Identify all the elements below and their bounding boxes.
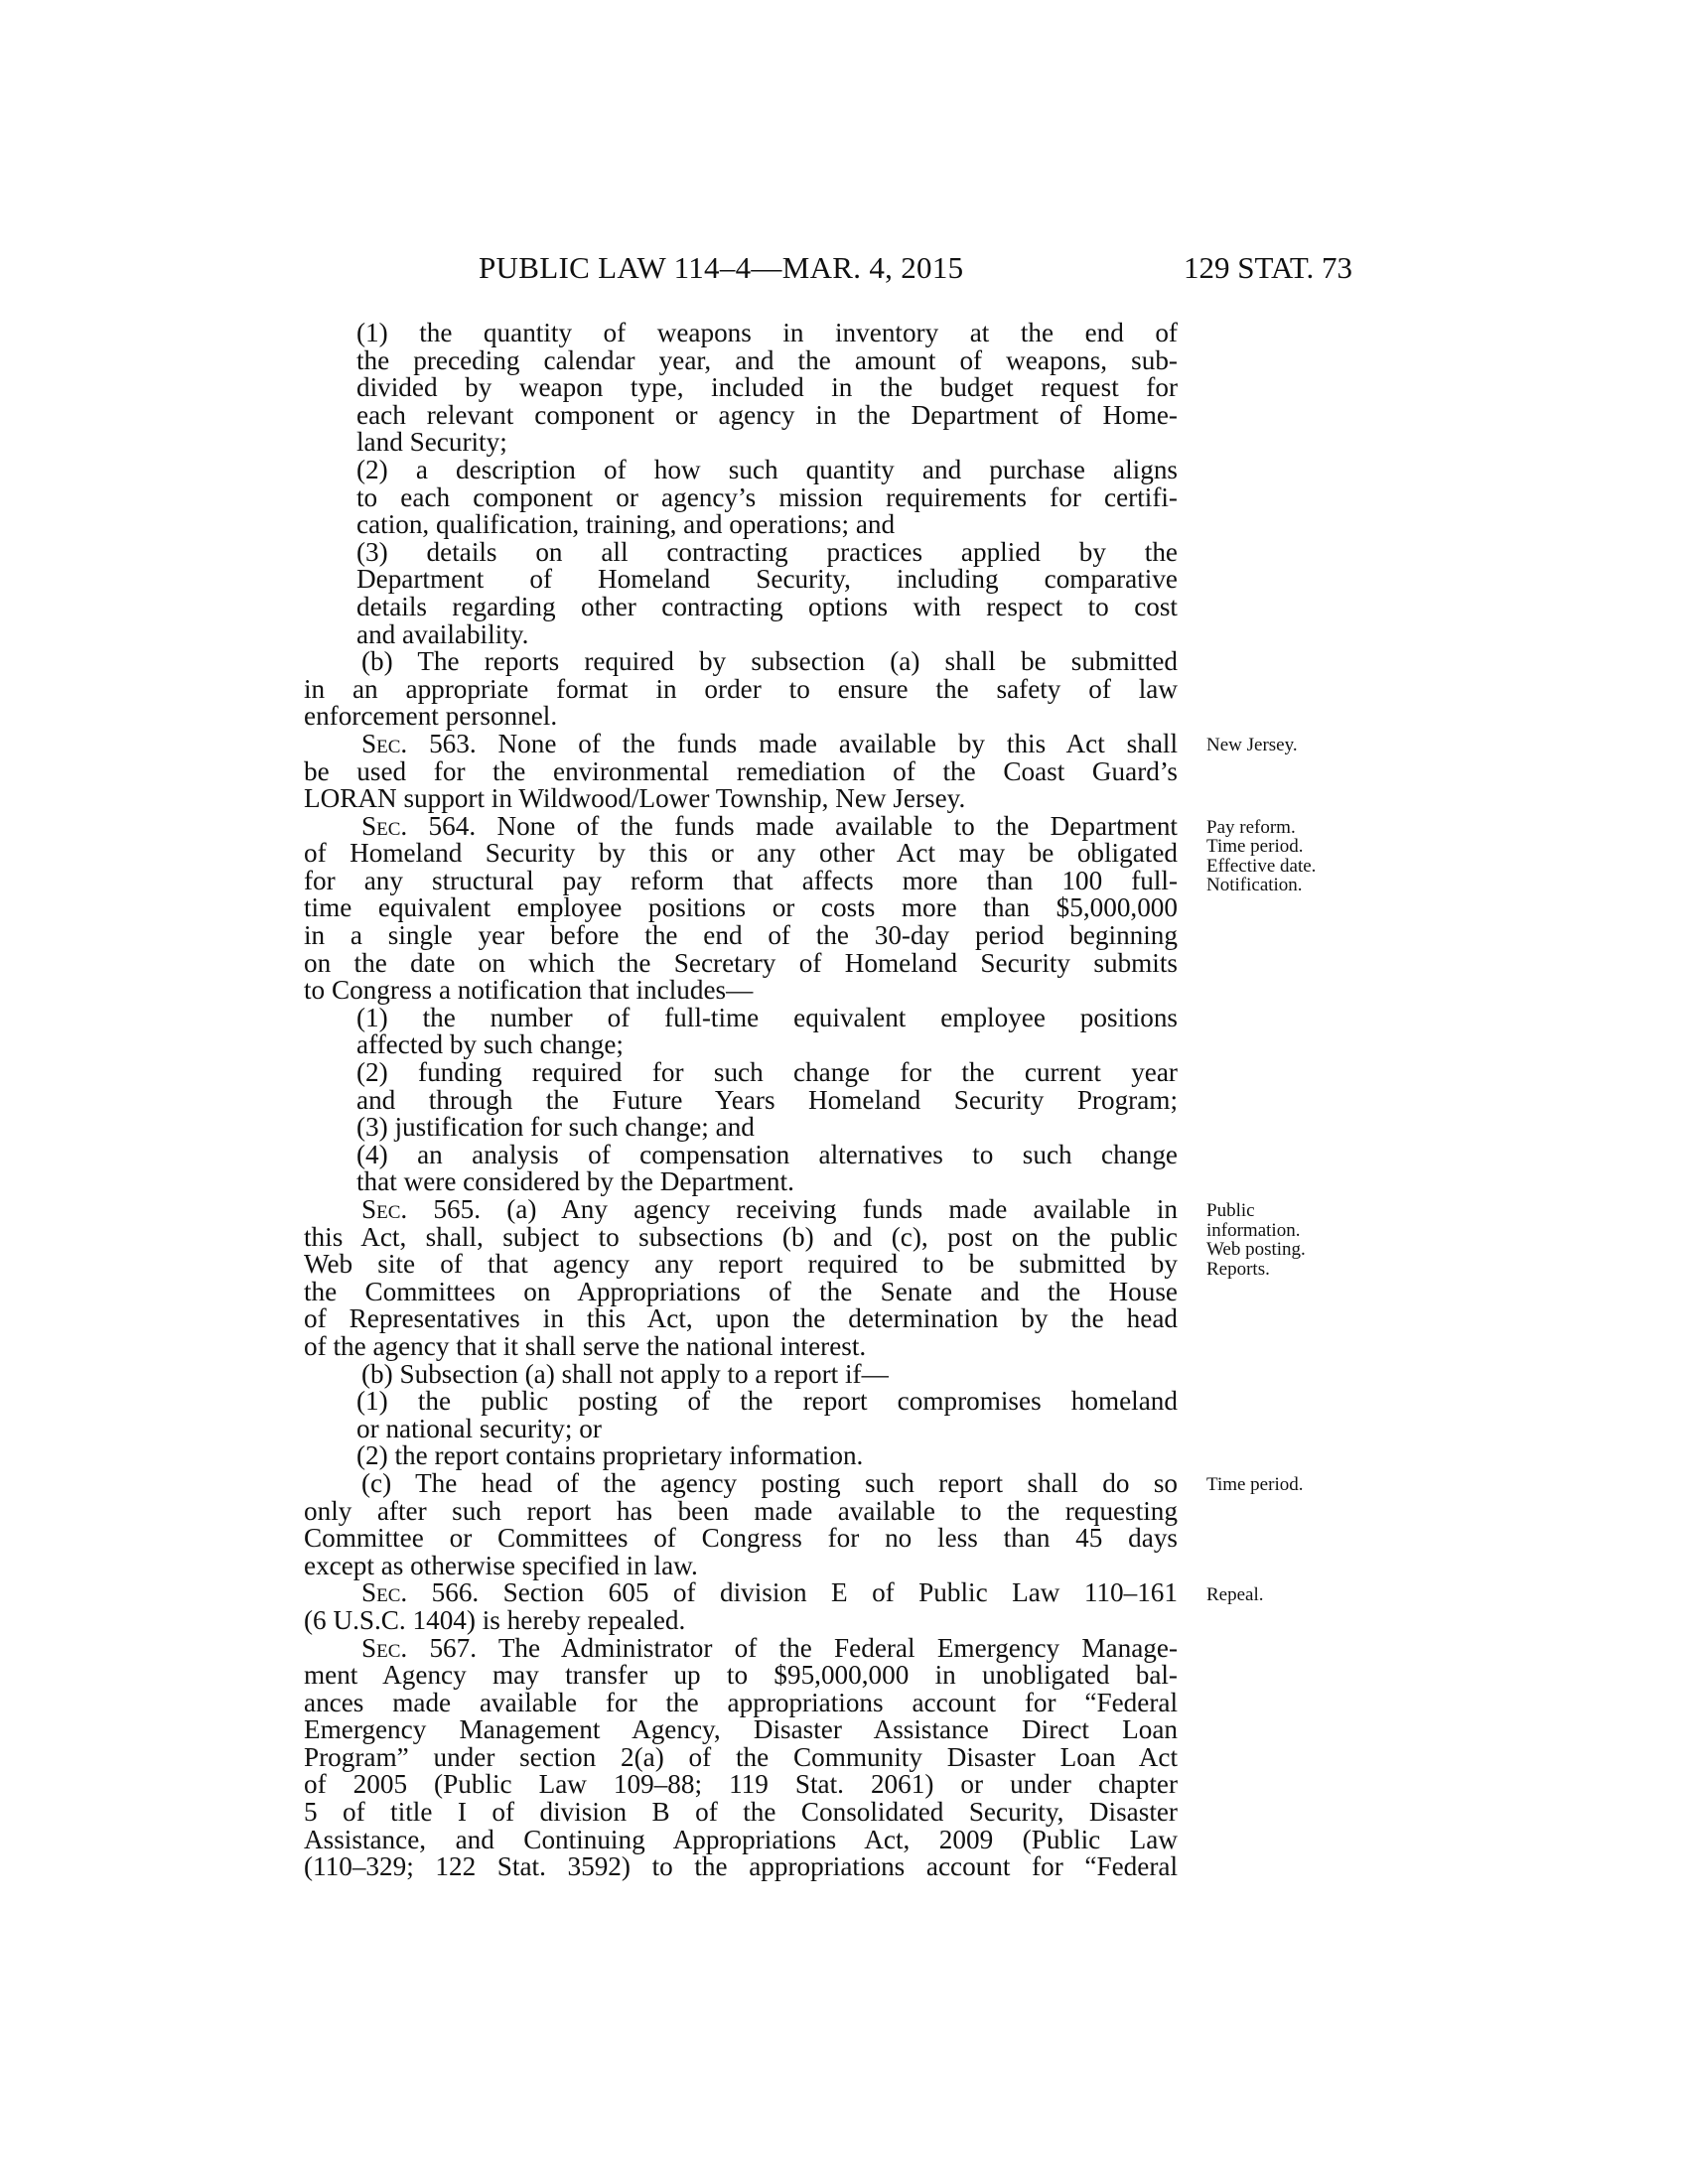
text-line: Department of Homeland Security, including comparative [356, 564, 1178, 595]
text-line: enforcement personnel. [304, 701, 558, 732]
text-line: to each component or agency’s mission requirements for certifi- [356, 481, 1178, 512]
text-line: land Security; [356, 427, 507, 458]
text-line: or national security; or [356, 1413, 602, 1443]
margin-note [1206, 1201, 1306, 1279]
text-line: (b) Subsection (a) shall not apply to a report if— [361, 1358, 889, 1389]
text-line: that were considered by the Department. [356, 1166, 794, 1197]
text-line: the Committees on Appropriations of the Senate and the House [304, 1276, 1178, 1306]
text-line: Assistance, and Continuing Appropriations Act, 2009 (Public Law [304, 1824, 1178, 1854]
text-line: affected by such change; [356, 1029, 624, 1060]
text-line: to Congress a notification that includes— [304, 975, 754, 1006]
text-line: for any structural pay reform that affects more than 100 full- [304, 865, 1178, 895]
text-line: (3) details on all contracting practices applied by the [356, 536, 1178, 567]
text-line: (1) the quantity of weapons in inventory at the end of [356, 318, 1178, 347]
margin-note-line: Effective date. [1206, 855, 1317, 877]
text-line: (1) the public posting of the report compromises homeland [356, 1386, 1178, 1417]
margin-note [1206, 1475, 1303, 1495]
header-page-number: 129 STAT. 73 [1184, 250, 1353, 285]
text-line: Web site of that agency any report required to be submitted by [304, 1249, 1178, 1280]
text-line: except as otherwise specified in law. [304, 1550, 698, 1580]
text-line: ances made available for the appropriations account for “Federal [304, 1687, 1178, 1717]
margin-note-line: Repeal. [1206, 1583, 1264, 1605]
text-line: (c) The head of the agency posting such report shall do so [361, 1467, 1178, 1498]
section-line: Sec. 566. Section 605 of division E of Public Law 110–161 [361, 1577, 1178, 1608]
text-line: of 2005 (Public Law 109–88; 119 Stat. 2061) or under chapter [304, 1769, 1178, 1800]
text-line: and availability. [356, 618, 529, 649]
statute-body [304, 320, 1178, 1881]
text-line: be used for the environmental remediation of the Coast Guard’s [304, 755, 1178, 786]
text-line: Committee or Committees of Congress for no less than 45 days [304, 1523, 1178, 1554]
margin-note-line: Time period. [1206, 1474, 1304, 1496]
margin-note-line: information. [1206, 1219, 1301, 1241]
margin-note [1206, 736, 1298, 755]
margin-note-line: Notification. [1206, 875, 1303, 896]
section-line: Sec. 567. The Administrator of the Federal Emergency Manage- [361, 1632, 1178, 1663]
text-line: Program” under section 2(a) of the Community Disaster Loan Act [304, 1741, 1178, 1772]
text-line: (2) the report contains proprietary information. [356, 1440, 864, 1471]
margin-note-line: New Jersey. [1206, 735, 1298, 755]
margin-note-line: Reports. [1206, 1258, 1270, 1280]
text-line: of Homeland Security by this or any other Act may be obligated [304, 838, 1178, 869]
text-line: in a single year before the end of the 30-day period beginning [304, 920, 1178, 951]
text-line: (4) an analysis of compensation alternatives to such change [356, 1139, 1178, 1169]
text-line: of the agency that it shall serve the national interest. [304, 1330, 867, 1361]
section-line: Sec. 563. None of the funds made available by this Act shall [361, 728, 1178, 758]
text-line: Emergency Management Agency, Disaster Assistance Direct Loan [304, 1714, 1178, 1745]
text-line: cation, qualification, training, and operations; and [356, 509, 896, 540]
margin-note-line: Web posting. [1206, 1239, 1306, 1261]
margin-note [1206, 1585, 1264, 1605]
text-line: each relevant component or agency in the Department of Home- [356, 399, 1178, 430]
text-line: 5 of title I of division B of the Consolidated Security, Disaster [304, 1797, 1178, 1828]
margin-note [1206, 818, 1316, 895]
page-header [0, 250, 1688, 290]
text-line: (110–329; 122 Stat. 3592) to the appropriations account for “Federal [304, 1851, 1178, 1882]
text-line: in an appropriate format in order to ensure the safety of law [304, 673, 1178, 704]
text-line: divided by weapon type, included in the budget request for [356, 372, 1178, 403]
text-line: of Representatives in this Act, upon the determination by the head [304, 1303, 1178, 1334]
text-line: (6 U.S.C. 1404) is hereby repealed. [304, 1604, 686, 1635]
margin-note-line: Public [1206, 1200, 1255, 1222]
text-line: details regarding other contracting options with respect to cost [356, 591, 1178, 621]
text-line: this Act, shall, subject to subsections (b) and (c), post on the public [304, 1221, 1178, 1252]
text-line: (2) a description of how such quantity and purchase aligns [356, 454, 1178, 484]
text-line: and through the Future Years Homeland Security Program; [356, 1084, 1178, 1115]
margin-note-line: Time period. [1206, 836, 1304, 858]
section-line: Sec. 565. (a) Any agency receiving funds made available in [361, 1194, 1178, 1224]
text-line: the preceding calendar year, and the amount of weapons, sub- [356, 344, 1178, 375]
text-line: on the date on which the Secretary of Homeland Security submits [304, 947, 1178, 978]
text-line: ment Agency may transfer up to $95,000,000 in unobligated bal- [304, 1660, 1178, 1691]
text-line: (1) the number of full-time equivalent employee positions [356, 1002, 1178, 1032]
margin-note-line: Pay reform. [1206, 816, 1296, 838]
section-line: Sec. 564. None of the funds made available to the Department [361, 810, 1178, 841]
text-line: LORAN support in Wildwood/Lower Township, New Jersey. [304, 783, 966, 814]
header-title: PUBLIC LAW 114–4—MAR. 4, 2015 [479, 250, 964, 285]
text-line: (b) The reports required by subsection (a) shall be submitted [361, 646, 1178, 677]
text-line: (2) funding required for such change for the current year [356, 1057, 1178, 1088]
text-line: (3) justification for such change; and [356, 1112, 755, 1143]
text-line: time equivalent employee positions or costs more than $5,000,000 [304, 892, 1178, 923]
text-line: only after such report has been made available to the requesting [304, 1495, 1178, 1526]
